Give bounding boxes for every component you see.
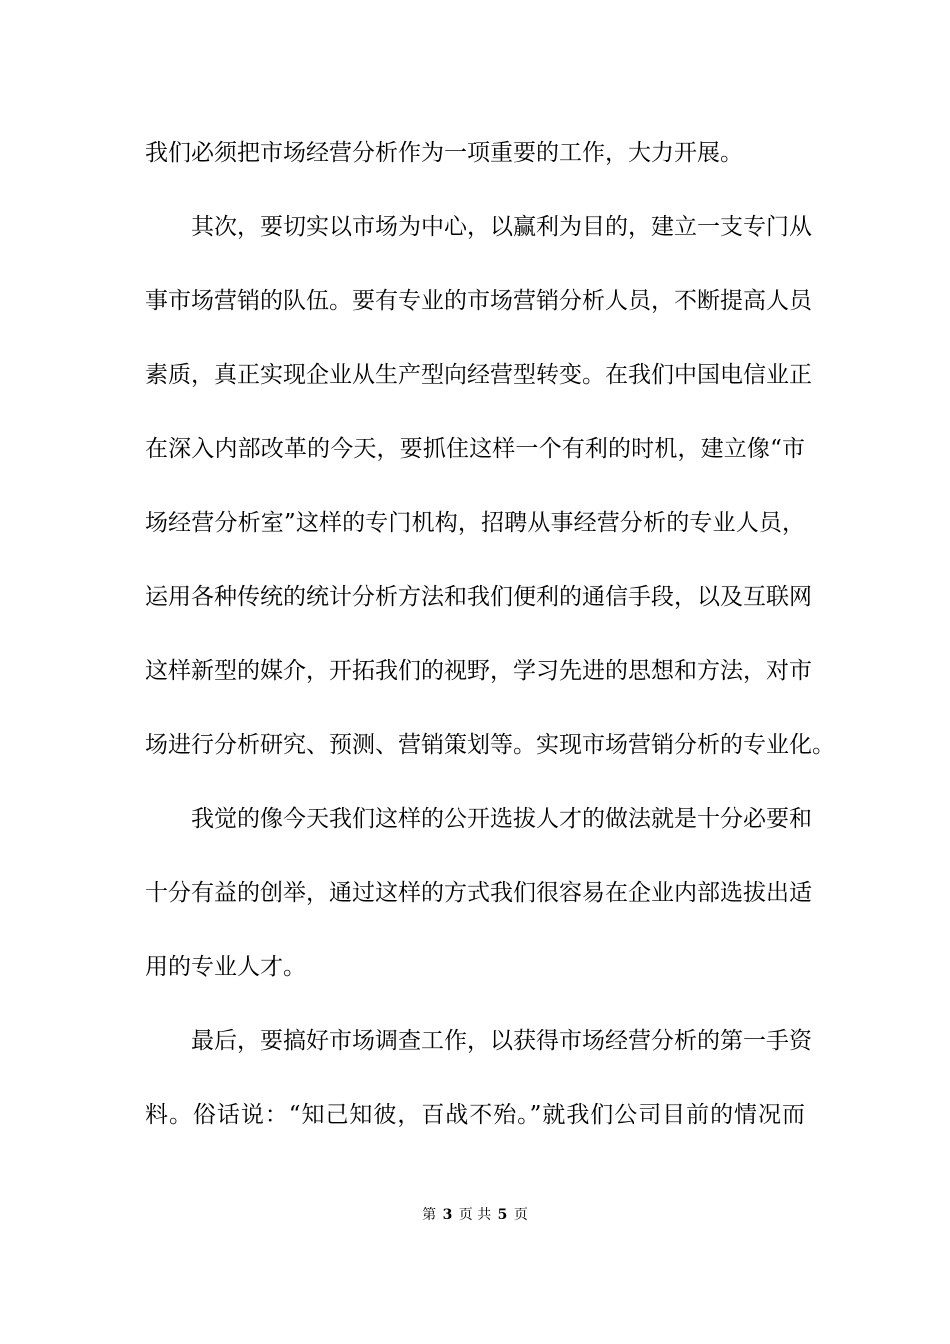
- footer-total-pages: 5: [497, 1207, 508, 1223]
- footer-page-number: 3: [442, 1207, 453, 1223]
- paragraph-first-line: 最后，要搞好市场调查工作，以获得市场经营分析的第一手资: [191, 1028, 812, 1054]
- text-line: 场经营分析室”这样的专门机构，招聘从事经营分析的专业人员，: [145, 510, 805, 536]
- text-line: 在深入内部改革的今天，要抓住这样一个有利的时机，建立像“市: [145, 436, 805, 462]
- text-line: 十分有益的创举，通过这样的方式我们很容易在企业内部选拔出适: [145, 880, 812, 906]
- footer-suffix: 页: [513, 1207, 528, 1223]
- text-line: 我们必须把市场经营分析作为一项重要的工作，大力开展。: [145, 140, 743, 166]
- page-footer: [0, 1205, 950, 1225]
- text-line: 素质，真正实现企业从生产型向经营型转变。在我们中国电信业正: [145, 362, 812, 388]
- text-line: 料。俗话说：“知己知彼，百战不殆。”就我们公司目前的情况而: [145, 1102, 805, 1128]
- paragraph-first-line: 其次，要切实以市场为中心，以赢利为目的，建立一支专门从: [191, 214, 812, 240]
- text-line: 事市场营销的队伍。要有专业的市场营销分析人员，不断提高人员: [145, 288, 812, 314]
- text-line: 用的专业人才。: [145, 954, 306, 980]
- text-line: 场进行分析研究、预测、营销策划等。实现市场营销分析的专业化。: [145, 732, 835, 758]
- footer-prefix: 第: [422, 1207, 437, 1223]
- footer-middle: 页 共: [458, 1207, 492, 1223]
- text-line: 运用各种传统的统计分析方法和我们便利的通信手段，以及互联网: [145, 584, 812, 610]
- paragraph-first-line: 我觉的像今天我们这样的公开选拔人才的做法就是十分必要和: [191, 806, 812, 832]
- text-line: 这样新型的媒介，开拓我们的视野，学习先进的思想和方法，对市: [145, 658, 812, 684]
